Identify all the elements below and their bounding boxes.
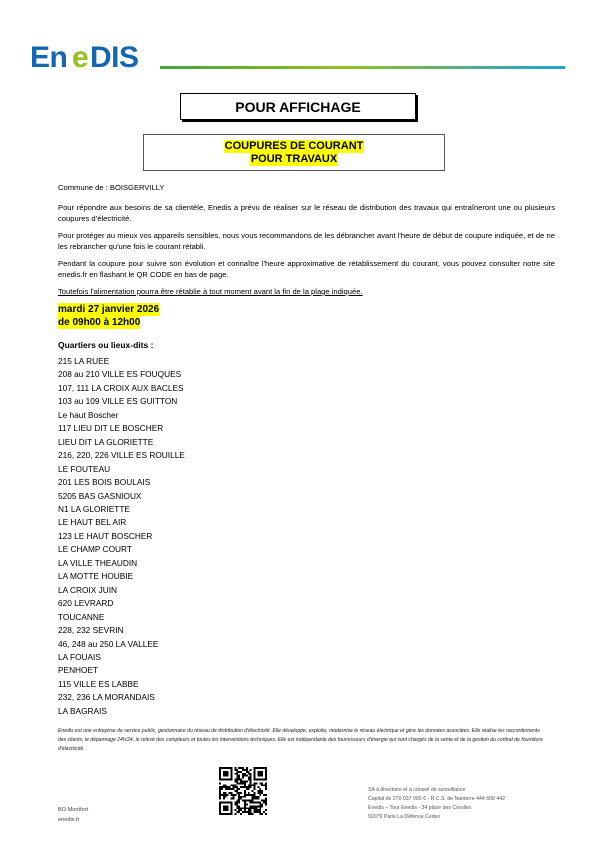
qr-code-icon[interactable]	[219, 767, 267, 815]
footer-legal-line: Enedis – Tour Enedis - 34 place des Corolles	[368, 805, 472, 811]
quartier-item: 103 au 109 VILLE ES GUITTON	[58, 396, 178, 407]
quartier-item: LA MOTTE HOUBIE	[58, 571, 134, 582]
coupure-date: mardi 27 janvier 2026	[58, 304, 160, 315]
paragraph-protection: Pour protéger au mieux vos appareils sensibles, nous vous recommandons de les débrancher avant l'heure de début de coupure indiquée, et de ne les rebrancher qu'une fois le courant rétabli.	[58, 231, 555, 251]
quartier-item: 228, 232 SEVRIN	[58, 625, 124, 636]
enedis-disclaimer: Enedis est une entreprise de service public, gestionnaire du réseau de distribution d'électricité. Elle développe, exploite, modernise le réseau électrique et gère les données associées. Elle réalise les raccordements des clients, le dépannage 24h/24, le relevé des compteurs et toutes les interventions techniques. Elle est indépendante des fournisseurs d'énergie qui sont chargés de la vente et de la gestion du contrat de fourniture d'électricité.	[58, 728, 543, 752]
header-rule	[160, 66, 565, 69]
footer-website-link[interactable]: enedis.fr	[58, 817, 80, 823]
coupures-title-line2: POUR TRAVAUX	[250, 152, 338, 165]
quartier-item: LA VILLE THEAUDIN	[58, 557, 138, 568]
paragraph-intro: Pour répondre aux besoins de sa clientèle, Enedis a prévu de réaliser sur le réseau de distribution des travaux qui entraîneront une ou plusieurs coupures d’électricité.	[58, 203, 555, 223]
quartier-item: N1 LA GLORIETTE	[58, 503, 130, 514]
footer-legal-line: 92079 Paris La Défense Cedex	[368, 814, 441, 820]
notice-body	[58, 182, 555, 718]
footer-legal	[368, 786, 505, 822]
quartier-item: LA FOUAIS	[58, 651, 101, 662]
quartier-item: 107, 111 LA CROIX AUX BACLES	[58, 382, 184, 393]
coupure-hours: de 09h00 à 12h00	[58, 317, 141, 328]
quartier-item: 117 LIEU DIT LE BOSCHER	[58, 423, 164, 434]
svg-text:DIS: DIS	[90, 41, 139, 72]
quartier-item: 123 LE HAUT BOSCHER	[58, 530, 153, 541]
affichage-box	[180, 93, 416, 120]
quartier-item: 215 LA RUEE	[58, 356, 110, 366]
quartier-item: 208 au 210 VILLE ES FOUQUES	[58, 369, 182, 380]
notice-retablissement: Toutefois l'alimentation pourra être rétablie à tout moment avant la fin de la plage indiquée.	[58, 287, 363, 296]
quartier-item: 620 LEVRARD	[58, 598, 114, 609]
coupures-title-line1: COUPURES DE COURANT	[224, 139, 364, 152]
quartiers-list	[58, 355, 555, 718]
enedis-logo	[30, 40, 154, 72]
quartier-item: LE HAUT BEL AIR	[58, 517, 127, 528]
quartier-item: LE FOUTEAU	[58, 463, 111, 474]
quartier-item: Le haut Boscher	[58, 409, 119, 420]
quartier-item: PENHOET	[58, 665, 99, 676]
footer-left	[58, 805, 88, 825]
quartier-item: 115 VILLE ES LABBE	[58, 678, 139, 689]
quartiers-title: Quartiers ou lieux-dits :	[58, 340, 154, 350]
quartier-item: 232, 236 LA MORANDAIS	[58, 692, 155, 703]
footer-agency: BO Montfort	[58, 807, 89, 813]
footer-legal-line: SA à directoire et à conseil de surveillance	[368, 787, 466, 793]
affichage-title: POUR AFFICHAGE	[235, 98, 361, 115]
date-block	[58, 303, 555, 329]
footer-legal-line: Capital de 270 037 000 € - R.C.S. de Nanterre 444 608 442	[368, 796, 505, 802]
quartier-item: LIEU DIT LA GLORIETTE	[58, 436, 154, 447]
quartier-item: 46, 248 au 250 LA VALLEE	[58, 638, 159, 649]
svg-text:En: En	[30, 41, 68, 72]
quartier-item: LA CROIX JUIN	[58, 584, 118, 595]
quartier-item: 216, 220, 226 VILLE ES ROUILLE	[58, 450, 185, 461]
svg-text:e: e	[72, 41, 89, 72]
quartier-item: 5205 BAS GASNIOUX	[58, 490, 142, 501]
paragraph-suivi: Pendant la coupure pour suivre son évolution et connaître l'heure approximative de rétablissement du courant, vous pouvez consulter notre site enedis.fr en flashant le QR CODE en bas de page.	[58, 259, 555, 279]
quartier-item: LE CHAMP COURT	[58, 544, 132, 555]
coupures-box	[143, 134, 445, 171]
quartier-item: TOUCANNE	[58, 611, 105, 622]
commune-label: Commune de : BOISGERVILLY	[58, 183, 165, 192]
quartier-item: 201 LES BOIS BOULAIS	[58, 477, 151, 488]
quartier-item: LA BAGRAIS	[58, 705, 107, 716]
